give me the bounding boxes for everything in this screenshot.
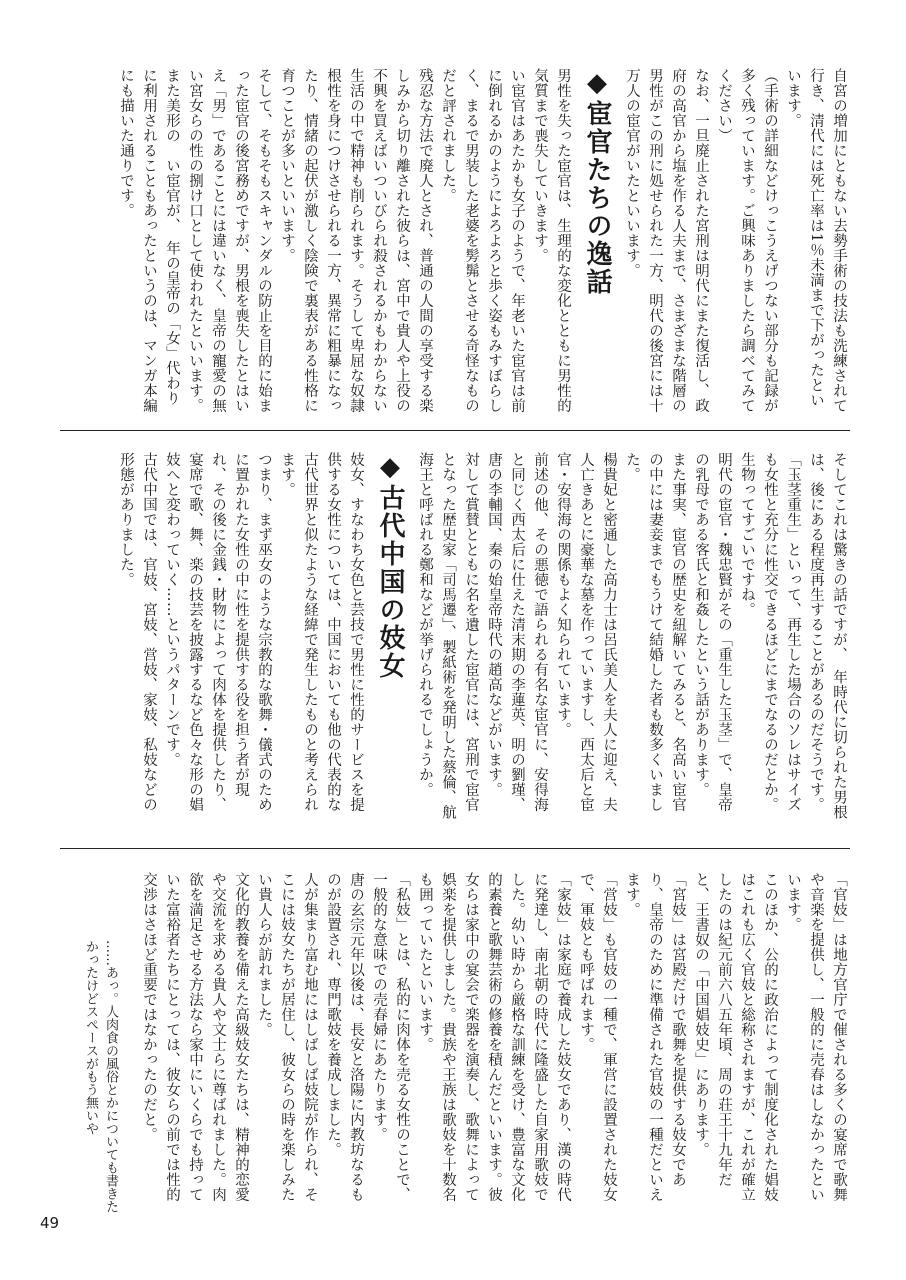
- section-divider: [60, 430, 850, 431]
- text-column: 対して賞賛とともに名を遺した宦官には、宮刑で宦官となった歴史家「司馬遷」、製紙術を発明した蔡倫、航海王と呼ばれる鄭和などが挙げられるでしょうか。: [417, 452, 479, 820]
- text-column: 人が集まり富む地にはしばしば妓院が作られ、そこには妓女たちが居住し、彼女らの時を楽しみたい貴人らが訪れました。: [256, 872, 318, 1202]
- text-column: 生物ってすごいですね。: [739, 452, 755, 617]
- text-column: そして、そもそもスキャンダルの防止を目的に始まった宦官の後宮務めですが、男根を喪失したとはいえ「男」であることには違いなく、皇帝の寵愛の無い宮女らの性の捌け口として使われたといいます。また美形の い宦官が、 年の皇帝の「女」代わりに利用されることもあったというのは、マンガ本編にも描いた通りです。: [118, 68, 272, 413]
- text-column: 楊貴妃と密通した高力士は呂氏美人を夫人に迎え、夫人亡きあとに豪華な墓を作っていますし、西太后と宦官・安得海の関係もよく知られています。: [555, 452, 617, 812]
- text-column: 古代中国では、官妓、宮妓、営妓、家妓、私妓などの形態がありました。: [118, 452, 157, 812]
- text-column: 「営妓」も官妓の一種で、軍営に設置された妓女で、軍妓とも呼ばれます。: [578, 872, 617, 1202]
- page-number: 49: [40, 1214, 60, 1232]
- section-courtesan-types: [60, 872, 850, 1212]
- section-eunuch-anecdotes: [60, 452, 850, 822]
- section-eunuch-surgery: [60, 68, 850, 418]
- text-column: 明代の宦官・魏忠賢がその「重生した玉茎」で、皇帝の乳母である客氏と和姦したという話があります。: [693, 452, 732, 812]
- text-column: 男性を失った宦官は、生理的な変化とともに男性的気質まで喪失していきます。: [532, 68, 571, 413]
- text-column: い宦官はあたかも女子のようで、年老いた宦官は前に倒れるかのようによろよろと歩く姿もみすぼらしく、まるで男装した老婆を髣髴とさせる奇怪なものだと評されました。: [440, 68, 525, 413]
- text-column: （手術の詳細などけっこうえげつない部分も記録が多く残っています。ご興味ありましたら調べてみてください）: [716, 68, 778, 413]
- text-column: そしてこれは驚きの話ですが、 年時代に切られた男根は、後にある程度再生することがあるのだそうです。: [808, 452, 847, 820]
- text-column: なお、一旦廃止された宮刑は明代にまた復活し、政府の高官から塩を作る人夫まで、さまざまな階層の男性がこの刑に処せられた一方、明代の後宮には十万人の宦官がいたといいます。: [624, 68, 709, 413]
- text-column: 前述の他、その悪徳で語られる有名な宦官に、安得海と同じく西太后に仕えた清末期の李蓮英、明の劉瑾、唐の李輔国、秦の始皇帝時代の趙高などがいます。: [486, 452, 548, 812]
- text-column: 「家妓」は家庭で養成した妓女であり、漢の時代に発達し、南北朝の時代に隆盛した自家用歌妓でした。幼い時から厳格な訓練を受け、豊富な文化的素養と歌舞芸術の修養を積んだといいます。彼女らは家中の宴会で楽器を演奏し、歌舞によって娯楽を提供しました。貴族や王族は歌妓を十数名も囲っていたといいます。: [417, 872, 571, 1202]
- text-column: 唐の玄宗元年以後は、長安と洛陽に内教坊なるものが設置され、専門歌妓を養成しました。: [325, 872, 364, 1202]
- text-column: 「官妓」は地方官庁で催される多くの宴席で歌舞や音楽を提供し、一般的に売春はしなかったといいます。: [785, 872, 847, 1202]
- text-column: このほか、公的に政治によって制度化された娼妓はこれも広く官妓と総称されますが、これが確立したのは紀元前六八五年頃、周の荘王十九年だと、王書奴の「中国娼妓史」にあります。: [693, 872, 778, 1202]
- section-divider: [60, 848, 850, 849]
- text-column: 「玉茎重生」といって、再生した場合のソレはサイズも女性と充分に性交できるほどにまでなるのだとか。: [762, 452, 801, 812]
- author-note: ……あっ。人肉食の風俗とかについても書きたかったけどスペースがもう無いや: [83, 940, 118, 1213]
- text-column: つまり、まず巫女のような宗教的な歌舞・儀式のために置かれた女性の中に性を提供する役を担う者が現れ、その後に金銭・財物によって肉体を提供したり、宴席で歌、舞、楽の技芸を披露するなど色々な形の娼妓へと変わっていく……というパターンです。: [164, 452, 272, 812]
- section-heading: ◆古代中国の妓女: [375, 452, 405, 680]
- text-column: 妓女、すなわち女色と芸技で男性に性的サービスを提供する女性については、中国においても他の代表的な古代世界と似たような経緯で発生したものと考えられます。: [279, 452, 364, 812]
- text-column: 文化的教養を備えた高級妓女たちは、精神的恋愛や交流を求める貴人や文士らに尊ばれました。肉欲を満足させる方法なら家中にいくらでも持っていた富裕者たちにとっては、彼女らの前では性的交渉はさほど重要ではなかったのだと。: [141, 872, 249, 1202]
- section-heading: ◆宦官たちの逸話: [582, 68, 612, 296]
- text-column: また事実、宦官の歴史を紐解いてみると、名高い宦官の中には妻妾までもうけて結婚した者も数多くいました。: [624, 452, 686, 812]
- text-column: 「宮妓」は宮殿だけで歌舞を提供する妓女であり、皇帝のために準備された官妓の一種だといえます。: [624, 872, 686, 1202]
- text-column: 残忍な方法で廃人とされ、普通の人間の享受する楽しみから切り離された彼らは、宮中で貴人や上役の不興を買えばいついびられ殺されるかもわからない生活の中で精神も削られます。そうして卑屈な奴隷根性を身につけさせられる一方、異常に粗暴になったり、情緒の起伏が激しく陰険で裏表がある性格に育つことが多いといいます。: [279, 68, 433, 413]
- text-column: 「私妓」とは、私的に肉体を売る女性のことで、一般的な意味での売春婦にあたります。: [371, 872, 410, 1202]
- text-column: 自宮の増加にともない去勢手術の技法も洗練されて行き、清代には死亡率は1％未満まで下がったといいます。: [785, 68, 847, 413]
